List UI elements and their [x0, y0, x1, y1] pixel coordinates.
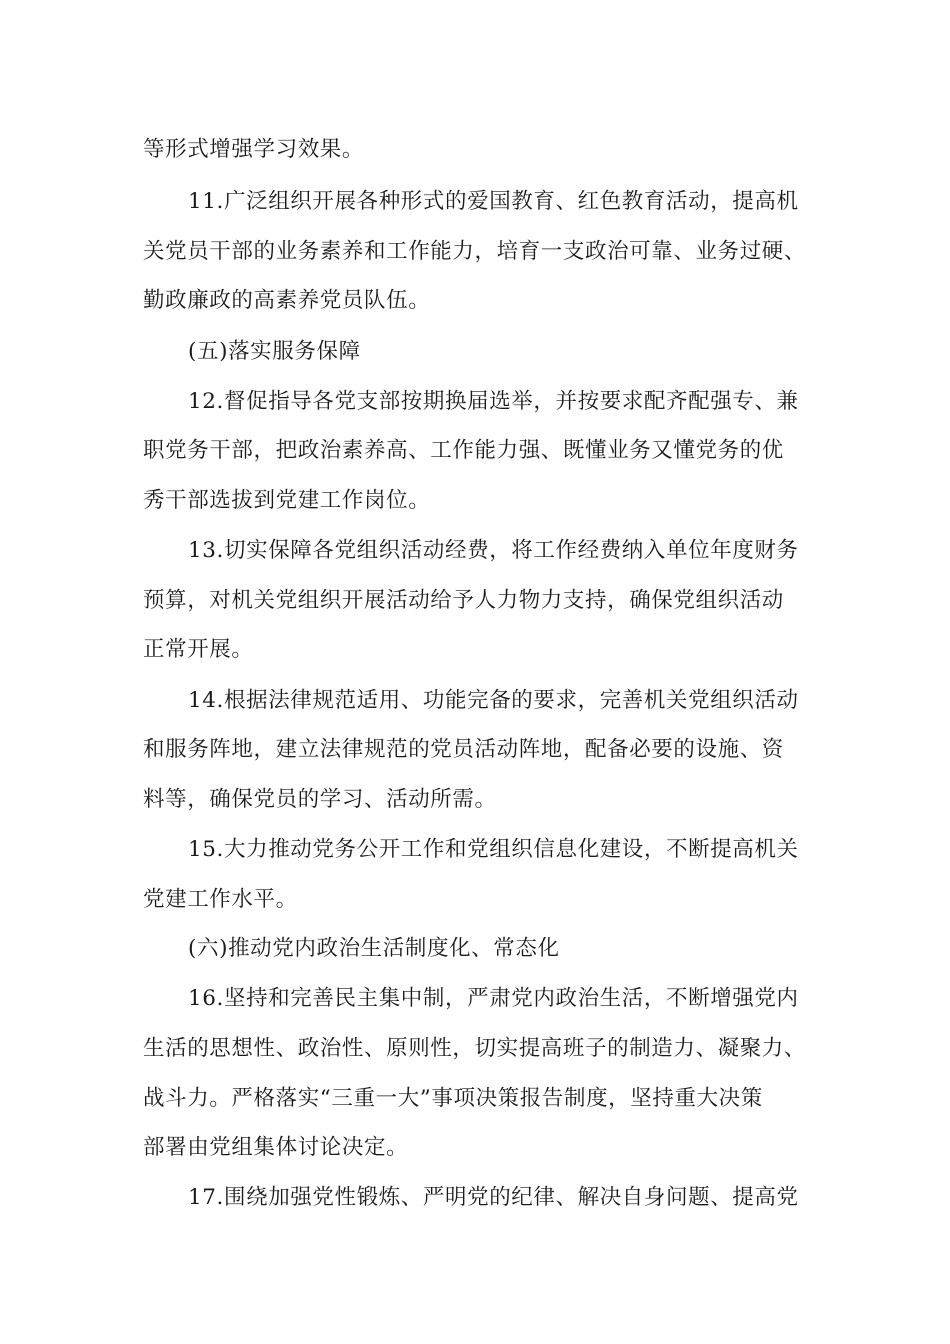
line-text: 职党务干部，把政治素养高、工作能力强、既懂业务又懂党务的优: [143, 438, 784, 463]
text-line: [0, 1178, 950, 1218]
text-line: [0, 780, 950, 820]
text-line: [0, 481, 950, 521]
text-line: [0, 581, 950, 621]
line-text: (六)推动党内政治生活制度化、常态化: [188, 936, 560, 961]
line-text: 15.大力推动党务公开工作和党组织信息化建设，不断提高机关: [188, 837, 799, 862]
text-line: [0, 182, 950, 222]
text-line: [0, 232, 950, 272]
line-text: (五)落实服务保障: [188, 339, 361, 364]
text-line: [0, 681, 950, 721]
text-line: [0, 281, 950, 321]
text-line: [0, 531, 950, 571]
text-line: [0, 979, 950, 1019]
line-text: 战斗力。严格落实“三重一大”事项决策报告制度，坚持重大决策: [143, 1086, 763, 1111]
line-text: 13.切实保障各党组织活动经费，将工作经费纳入单位年度财务: [188, 538, 799, 563]
line-text: 17.围绕加强党性锻炼、严明党的纪律、解决自身问题、提高党: [188, 1185, 799, 1210]
line-text: 生活的思想性、政治性、原则性，切实提高班子的制造力、凝聚力、: [143, 1036, 807, 1061]
text-line: [0, 1128, 950, 1168]
line-text: 14.根据法律规范适用、功能完备的要求，完善机关党组织活动: [188, 688, 799, 713]
text-line: [0, 382, 950, 422]
line-text: 11.广泛组织开展各种形式的爱国教育、红色教育活动，提高机: [188, 189, 799, 214]
text-line: [0, 1029, 950, 1069]
text-line: [0, 830, 950, 870]
line-text: 秀干部选拔到党建工作岗位。: [143, 488, 431, 513]
line-text: 勤政廉政的高素养党员队伍。: [143, 288, 431, 313]
text-line: [0, 880, 950, 920]
line-text: 预算，对机关党组织开展活动给予人力物力支持，确保党组织活动: [143, 588, 784, 613]
section-heading: [0, 929, 950, 969]
section-heading: [0, 332, 950, 372]
line-text: 12.督促指导各党支部按期换届选举，并按要求配齐配强专、兼: [188, 389, 799, 414]
text-line: [0, 130, 950, 170]
line-text: 部署由党组集体讨论决定。: [143, 1135, 409, 1160]
text-line: [0, 1079, 950, 1119]
line-text: 和服务阵地，建立法律规范的党员活动阵地，配备必要的设施、资: [143, 737, 784, 762]
text-line: [0, 431, 950, 471]
text-line: [0, 630, 950, 670]
line-text: 正常开展。: [143, 637, 254, 662]
line-text: 料等，确保党员的学习、活动所需。: [143, 787, 497, 812]
text-line: [0, 730, 950, 770]
line-text: 等形式增强学习效果。: [143, 137, 365, 162]
line-text: 党建工作水平。: [143, 887, 298, 912]
line-text: 关党员干部的业务素养和工作能力，培育一支政治可靠、业务过硬、: [143, 239, 807, 264]
line-text: 16.坚持和完善民主集中制，严肃党内政治生活，不断增强党内: [188, 986, 799, 1011]
